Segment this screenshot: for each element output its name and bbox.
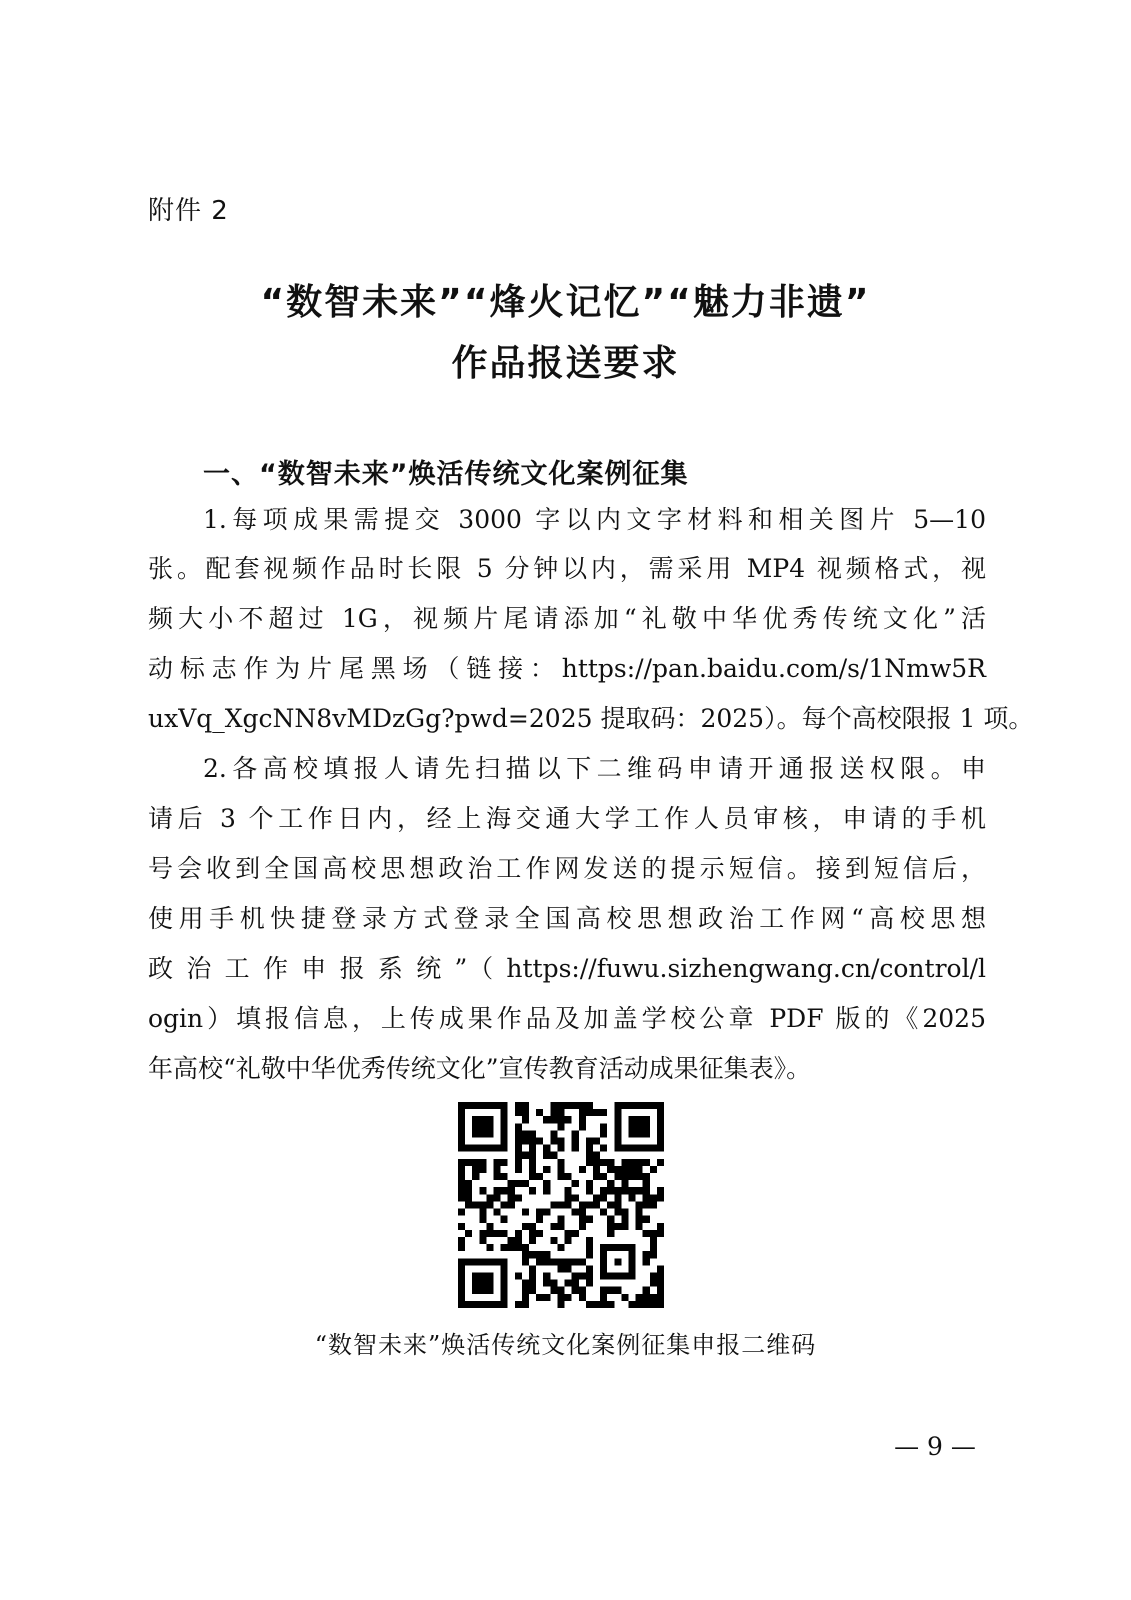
attachment-label: 附件 2 — [148, 196, 229, 226]
paragraph-line: 年高校“礼敬中华优秀传统文化”宣传教育活动成果征集表》。 — [148, 1054, 812, 1083]
paragraph-line: 使用手机快捷登录方式登录全国高校思想政治工作网“高校思想 — [148, 904, 986, 933]
paragraph-line: ogin）填报信息，上传成果作品及加盖学校公章 PDF 版的《2025 — [148, 1004, 986, 1033]
section-heading: 一、“数智未来”焕活传统文化案例征集 — [203, 459, 689, 490]
paragraph-line: 1.每项成果需提交 3000 字以内文字材料和相关图片 5—10 — [203, 505, 986, 534]
paragraph-line: 动标志作为片尾黑场（链接：https://pan.baidu.com/s/1Nmw5R — [148, 654, 986, 683]
qr-caption: “数智未来”焕活传统文化案例征集申报二维码 — [314, 1331, 817, 1359]
document-title-line-1: “数智未来”“烽火记忆”“魅力非遗” — [260, 282, 871, 323]
document-title-line-2: 作品报送要求 — [451, 343, 680, 384]
qr-code — [458, 1102, 664, 1308]
page-number: — 9 — — [894, 1432, 976, 1461]
paragraph-line: 请后 3 个工作日内，经上海交通大学工作人员审核，申请的手机 — [148, 804, 986, 833]
paragraph-line: 号会收到全国高校思想政治工作网发送的提示短信。接到短信后， — [148, 854, 986, 883]
paragraph-line: 政治工作申报系统”（https://fuwu.sizhengwang.cn/control/l — [148, 954, 986, 983]
paragraph-line: 2.各高校填报人请先扫描以下二维码申请开通报送权限。申 — [203, 754, 986, 783]
paragraph-line: 张。配套视频作品时长限 5 分钟以内，需采用 MP4 视频格式，视 — [148, 554, 986, 583]
paragraph-line: uxVq_XgcNN8vMDzGg?pwd=2025 提取码：2025）。每个高校限报 1 项。 — [148, 704, 1034, 733]
paragraph-line: 频大小不超过 1G，视频片尾请添加“礼敬中华优秀传统文化”活 — [148, 604, 986, 633]
